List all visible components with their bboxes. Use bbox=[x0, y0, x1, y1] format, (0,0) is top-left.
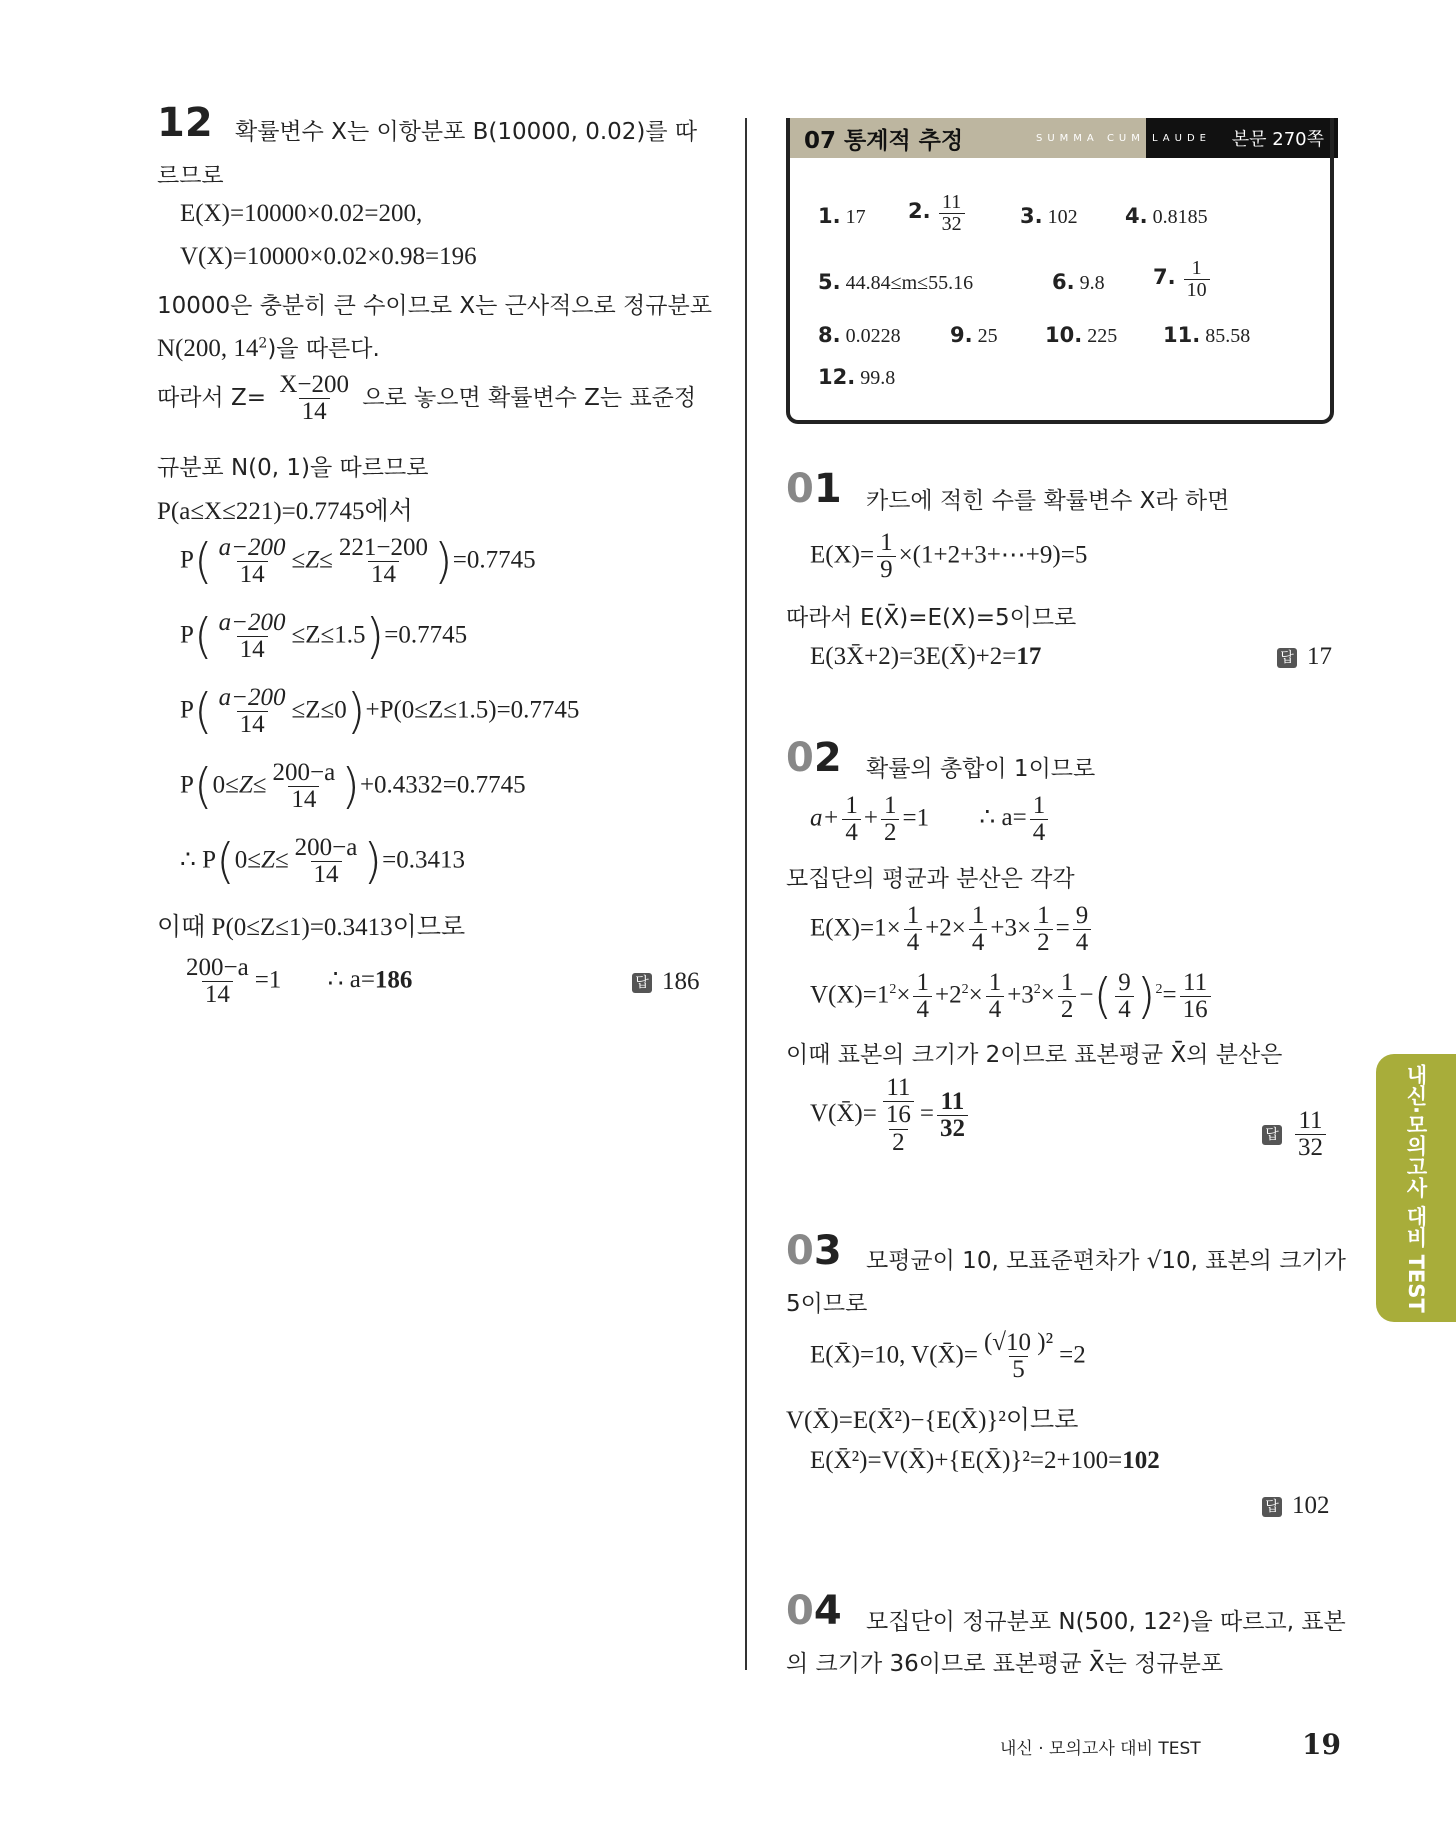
fraction: $\frac{1}{4}$ bbox=[904, 903, 923, 957]
q12-text-6: 이때 P(0≤Z≤1)=0.3413이므로 bbox=[157, 914, 466, 941]
fraction: $\frac{1}{4}$ bbox=[986, 970, 1005, 1024]
fraction: $\frac{a-200}{14}$ bbox=[218, 684, 286, 739]
brand-left: SUMMA CUM bbox=[1036, 132, 1145, 144]
q03-eq1: E(X̄)=10, V(X̄)= $\frac{\text{(√10 )²}}{5}$ =2 bbox=[810, 1329, 1086, 1384]
answer-icon: 답 bbox=[632, 973, 652, 993]
q02-text-2: 이때 표본의 크기가 2이므로 표본평균 X̄의 분산은 bbox=[786, 1042, 1283, 1068]
q04-intro-2: 의 크기가 36이므로 표본평균 X̄는 정규분포 bbox=[786, 1651, 1224, 1677]
fraction: $\frac{11}{32}$ bbox=[939, 192, 965, 235]
summary-item: 10. 225 bbox=[1045, 323, 1118, 347]
question-number: 04 bbox=[786, 1588, 842, 1634]
q01-text: 따라서 E(X̄)=E(X)=5이므로 bbox=[786, 605, 1077, 631]
q12-intro-line1: 확률변수 X는 이항분포 B(10000, 0.02)를 따 bbox=[235, 119, 698, 145]
fraction: $\frac{1}{4}$ bbox=[969, 903, 988, 957]
q02-intro: 확률의 총합이 1이므로 bbox=[866, 756, 1096, 782]
q12-equation-3: P( $\frac{a-200}{14}$ ≤Z≤0)+P(0≤Z≤1.5)=0.7745 bbox=[180, 683, 580, 740]
fraction: $\frac{1}{2}$ bbox=[881, 793, 900, 847]
summary-item: 5. 44.84≤m≤55.16 bbox=[818, 270, 974, 294]
q12-equation-4: P(0≤Z≤ $\frac{200-a}{14}$ )+0.4332=0.7745 bbox=[180, 758, 526, 815]
q03-eq2: V(X̄)=E(X̄²)−{E(X̄)}²이므로 bbox=[786, 1407, 1079, 1434]
fraction: $\frac{1}{4}$ bbox=[842, 793, 861, 847]
side-tab: 내신·모의고사 대비 TEST bbox=[1376, 1054, 1456, 1322]
fraction: $\frac{221-200}{14}$ bbox=[338, 534, 428, 589]
q12-variance: V(X)=10000×0.02×0.98=196 bbox=[180, 243, 477, 270]
fraction: $\frac{1}{2}$ bbox=[1058, 970, 1077, 1024]
q03-answer: 답 102 bbox=[1262, 1492, 1330, 1520]
answer-icon: 답 bbox=[1262, 1497, 1282, 1517]
q02-ex: E(X)=1× $\frac{1}{4}$ +2× $\frac{1}{4}$ +3× $\frac{1}{2}$ = $\frac{9}{4}$ bbox=[810, 903, 1094, 957]
fraction: $\frac{11}{32}$ bbox=[1295, 1108, 1326, 1162]
fraction: $\frac{200-a}{14}$ bbox=[294, 834, 358, 889]
summary-item: 2. $\frac{11}{32}$ bbox=[908, 192, 968, 235]
fraction: $\frac{11}{32}$ bbox=[937, 1089, 968, 1143]
column-divider bbox=[745, 118, 747, 1670]
fraction: $\frac{11}{16}$ bbox=[1180, 970, 1211, 1024]
fraction: $\frac{X-200}{14}$ bbox=[279, 371, 349, 426]
answer-icon: 답 bbox=[1277, 648, 1297, 668]
answer-icon: 답 bbox=[1262, 1125, 1282, 1145]
summary-item: 1. 17 bbox=[818, 204, 866, 228]
question-number: 02 bbox=[786, 735, 842, 781]
summary-item: 4. 0.8185 bbox=[1125, 204, 1208, 228]
fraction: $\frac{1}{2}$ bbox=[1034, 903, 1053, 957]
q12-intro-line2: 르므로 bbox=[157, 163, 224, 189]
q03-intro-2: 5이므로 bbox=[786, 1291, 868, 1317]
summary-item: 11. 85.58 bbox=[1163, 323, 1251, 347]
q12-text-2-sup: 2 bbox=[258, 335, 268, 352]
summary-item: 6. 9.8 bbox=[1052, 270, 1105, 294]
summary-item: 12. 99.8 bbox=[818, 365, 896, 389]
q01-intro: 카드에 적힌 수를 확률변수 X라 하면 bbox=[866, 488, 1230, 514]
summary-item: 3. 102 bbox=[1020, 204, 1078, 228]
summary-item: 7. $\frac{1}{10}$ bbox=[1153, 258, 1213, 301]
page-reference: 본문 270쪽 bbox=[1231, 129, 1324, 150]
q02-vxbar: V(X̄)= $\frac{\frac{11}{16}}{2}$ = $\frac{11}{32}$ bbox=[810, 1075, 971, 1156]
q01-eq2: E(3X̄+2)=3E(X̄)+2=17 bbox=[810, 643, 1042, 670]
q01-eq1: E(X)= $\frac{1}{9}$ ×(1+2+3+⋯+9)=5 bbox=[810, 529, 1088, 584]
q12-text-5: P(a≤X≤221)=0.7745에서 bbox=[157, 498, 413, 525]
fraction: $\frac{1}{10}$ bbox=[1184, 258, 1210, 301]
fraction: $\frac{1}{9}$ bbox=[877, 530, 896, 584]
q04-intro-1: 모집단이 정규분포 N(500, 12²)을 따르고, 표본 bbox=[866, 1609, 1346, 1635]
q12-text-2c: )을 따른다. bbox=[267, 336, 380, 362]
q12-text-2a: N(200, 14 bbox=[157, 335, 259, 362]
q02-vx: $V(X)=1^2\times$ $\frac{1}{4}$ $+2^2\times$ $\frac{1}{4}$ $+3^2\times$ $\frac{1}{2}$ −( $\frac{9}{4}$ )$^2$= $\frac{11}{16}$ bbox=[810, 970, 1214, 1024]
chapter-title: 07 통계적 추정 bbox=[804, 127, 964, 154]
fraction: $\frac{a-200}{14}$ bbox=[218, 609, 286, 664]
fraction: $\frac{9}{4}$ bbox=[1073, 903, 1092, 957]
brand-right: LAUDE bbox=[1152, 132, 1211, 144]
footer-section-title: 내신 · 모의고사 대비 TEST bbox=[1000, 1739, 1201, 1759]
summary-item: 9. 25 bbox=[950, 323, 998, 347]
q01-answer: 답 17 bbox=[1277, 643, 1332, 671]
q02-text-1: 모집단의 평균과 분산은 각각 bbox=[786, 866, 1075, 892]
q12-final: $\frac{200-a}{14}$ =1 ∴ a=186 bbox=[180, 955, 412, 1009]
q12-text-3b: 으로 놓으면 확률변수 Z는 표준정 bbox=[362, 384, 697, 411]
q12-text-3a: 따라서 Z= bbox=[157, 384, 266, 411]
fraction: $\frac{\frac{11}{16}}{2}$ bbox=[880, 1075, 917, 1156]
fraction: $\frac{1}{4}$ bbox=[1030, 793, 1049, 847]
page-number: 19 bbox=[1302, 1728, 1341, 1761]
q03-intro-1: 모평균이 10, 모표준편차가 √10, 표본의 크기가 bbox=[866, 1248, 1346, 1274]
q12-expectation: E(X)=10000×0.02=200, bbox=[180, 200, 423, 227]
q12-answer: 답 186 bbox=[632, 968, 700, 996]
q12-text-4: 규분포 N(0, 1)을 따르므로 bbox=[157, 455, 429, 481]
question-number: 12 bbox=[157, 100, 213, 146]
q12-equation-2: P( $\frac{a-200}{14}$ ≤Z≤1.5)=0.7745 bbox=[180, 608, 468, 665]
q03-eq3: E(X̄²)=V(X̄)+{E(X̄)}²=2+100=102 bbox=[810, 1447, 1160, 1474]
fraction: $\frac{a-200}{14}$ bbox=[218, 534, 286, 589]
q12-equation-5: ∴ P(0≤Z≤ $\frac{200-a}{14}$ )=0.3413 bbox=[180, 833, 465, 890]
fraction: $\frac{200-a}{14}$ bbox=[272, 759, 336, 814]
fraction: $\frac{9}{4}$ bbox=[1115, 970, 1134, 1024]
fraction: $\frac{\text{(√10 )²}}{5}$ bbox=[983, 1329, 1054, 1384]
q02-answer bbox=[1262, 1108, 1329, 1162]
question-number: 03 bbox=[786, 1228, 842, 1274]
summary-item: 8. 0.0228 bbox=[818, 323, 901, 347]
q02-eq1: a+ $\frac{1}{4}$ + $\frac{1}{2}$ =1 ∴ a= $\frac{1}{4}$ bbox=[810, 793, 1051, 847]
q12-equation-1: P( $\frac{a-200}{14}$ ≤Z≤ $\frac{221-200}{14}$ )=0.7745 bbox=[180, 533, 536, 590]
fraction: $\frac{200-a}{14}$ bbox=[186, 954, 249, 1009]
question-number: 01 bbox=[786, 466, 842, 512]
fraction: $\frac{1}{4}$ bbox=[913, 970, 932, 1024]
q12-text-1: 10000은 충분히 큰 수이므로 X는 근사적으로 정규분포 bbox=[157, 293, 712, 319]
